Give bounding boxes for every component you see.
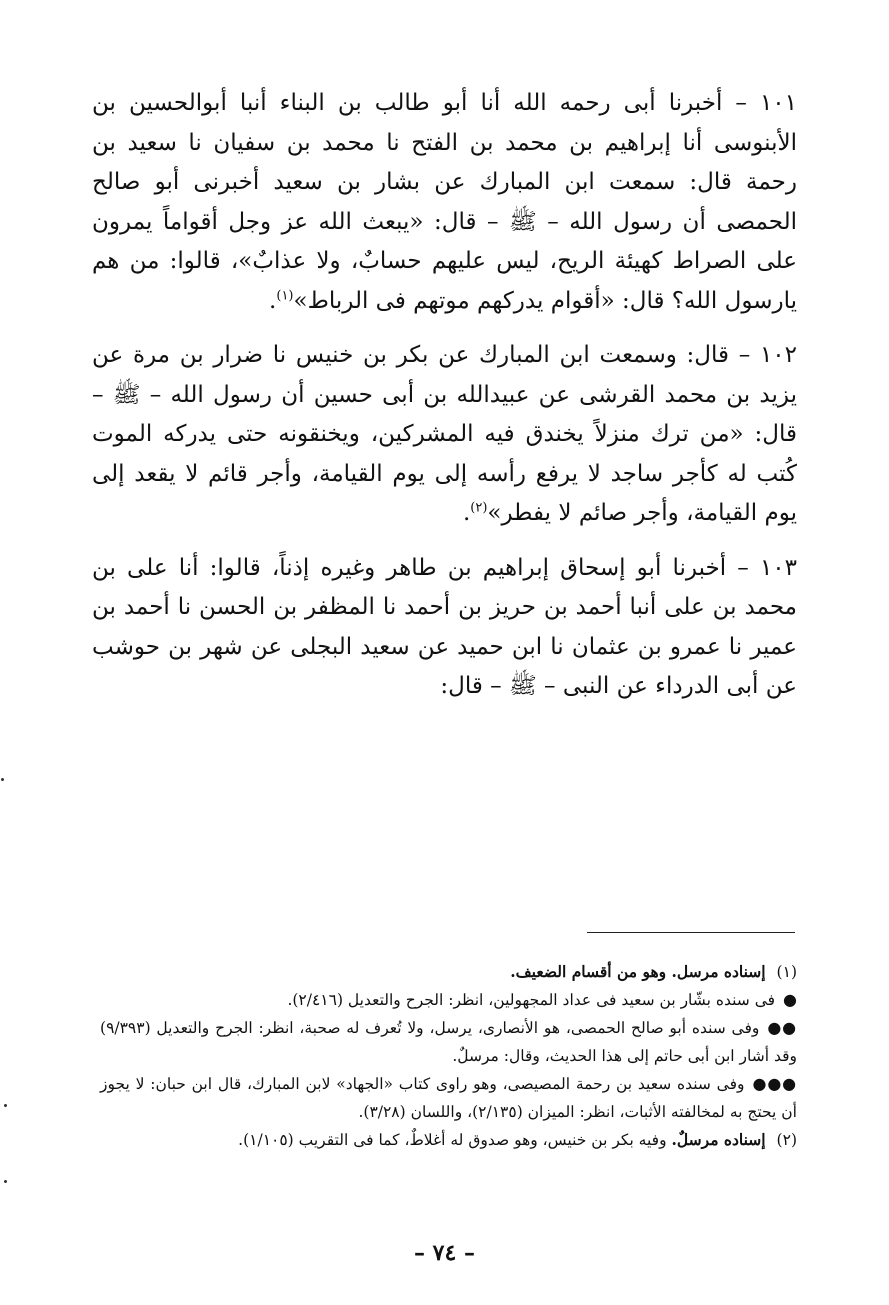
footnote-text: فى سنده بشّار بن سعيد فى عداد المجهولين، انظر: الجرح والتعديل (٢/٤١٦). bbox=[287, 991, 776, 1009]
bullet-icon: ● bbox=[783, 990, 797, 1009]
scan-speck bbox=[1, 778, 4, 781]
hadith-end: . bbox=[269, 287, 277, 314]
footnote-1-point-a bbox=[100, 986, 797, 1014]
footnote-number: (٢) bbox=[776, 1131, 797, 1149]
footnote-number: (١) bbox=[776, 963, 797, 981]
footnote-1-point-b bbox=[100, 1014, 797, 1070]
hadith-103 bbox=[92, 549, 797, 707]
footnote-text: وفى سنده سعيد بن رحمة المصيصى، وهو راوى كتاب «الجهاد» لابن المبارك، قال ابن حبان: لا يجوز أن يحتج به لمخالفته الأثبات، انظر: الميزان (٢/١٣٥)، واللسان (٣/٢٨). bbox=[100, 1075, 797, 1121]
hadith-text: ١٠١ – أخبرنا أبى رحمه الله أنا أبو طالب بن البناء أنبا أبوالحسين بن الأبنوسى أنا إبراهيم بن محمد بن الفتح نا محمد بن سفيان نا سعيد بن رحمة قال: سمعت ابن المبارك عن بشار بن سعيد أخبرنى أبو صالح الحمصى أن رسول الله – ﷺ – قال: «يبعث الله عز وجل أقواماً يمرون على الصراط كهيئة الريح، ليس عليهم حسابٌ، ولا عذابٌ»، قالوا: من هم يارسول الله؟ قال: «أقوام يدركهم موتهم فى الرباط» bbox=[92, 90, 797, 314]
main-text bbox=[92, 84, 797, 722]
footnote-text: وفيه بكر بن خنيس، وهو صدوق له أغلاطٌ، كما فى التقريب (١/١٠٥). bbox=[238, 1131, 667, 1149]
footnotes bbox=[100, 958, 797, 1154]
footnote-ref: (١) bbox=[276, 287, 294, 303]
bullet-icon: ●● bbox=[767, 1018, 797, 1037]
bullet-icon: ●●● bbox=[752, 1074, 797, 1093]
hadith-101 bbox=[92, 84, 797, 321]
hadith-end: . bbox=[462, 500, 471, 526]
footnote-ref: (٢) bbox=[470, 500, 488, 516]
footnote-divider bbox=[587, 932, 795, 933]
footnote-text: وفى سنده أبو صالح الحمصى، هو الأنصارى، يرسل، ولا تُعرف له صحبة، انظر: الجرح والتعديل (٩/٣٩٣) وقد أشار ابن أبى حاتم إلى هذا الحديث، وقال: مرسلٌ. bbox=[100, 1019, 797, 1065]
hadith-text: ١٠٣ – أخبرنا أبو إسحاق إبراهيم بن طاهر وغيره إذناً، قالوا: أنا على بن محمد بن على أنبا أحمد بن حريز بن أحمد نا المظفر بن الحسن نا أحمد بن عمير نا عمرو بن عثمان نا ابن حميد عن سعيد البجلى عن شهر بن حوشب عن أبى الدرداء عن النبى – ﷺ – قال: bbox=[92, 554, 797, 699]
hadith-text: ١٠٢ – قال: وسمعت ابن المبارك عن بكر بن خنيس نا ضرار بن مرة عن يزيد بن محمد القرشى عن عبيدالله بن أبى حسين أن رسول الله – ﷺ – قال: «من ترك منزلاً يخندق فيه المشركين، ويخنقونه حتى يدركه الموت كُتب له كأجر ساجد لا يرفع رأسه إلى يوم القيامة، وأجر قائم لا يقعد إلى يوم القيامة، وأجر صائم لا يفطر» bbox=[92, 342, 797, 526]
footnote-heading: إسناده مرسل. وهو من أقسام الضعيف. bbox=[510, 962, 766, 981]
footnote-heading: إسناده مرسلٌ. bbox=[671, 1130, 766, 1149]
footnote-1-point-c bbox=[100, 1070, 797, 1126]
scan-speck bbox=[4, 1104, 7, 1107]
footnote-2 bbox=[100, 1126, 797, 1154]
footnote-1 bbox=[100, 958, 797, 986]
page-number: – ٧٤ – bbox=[414, 1240, 475, 1266]
hadith-102 bbox=[92, 336, 797, 534]
scan-speck bbox=[4, 1180, 7, 1183]
